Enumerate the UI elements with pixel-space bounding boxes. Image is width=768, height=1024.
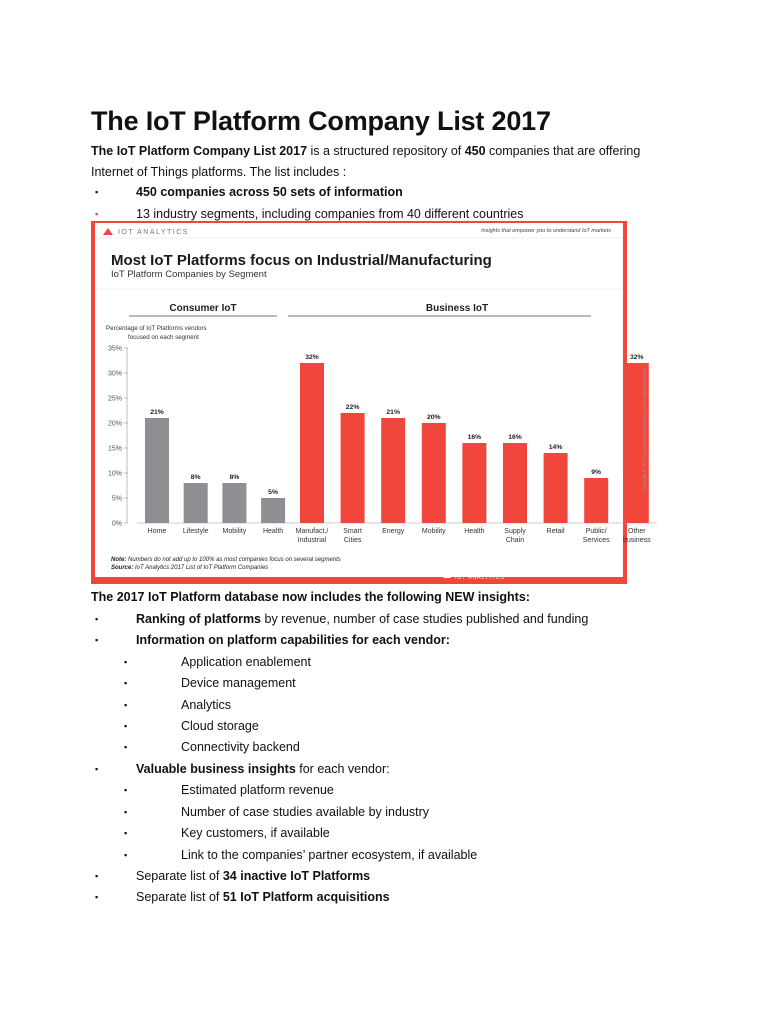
bullet-icon: ▪ [124, 828, 128, 838]
x-category-label: Home [147, 528, 167, 535]
x-category-label: Manufact./ [295, 528, 329, 535]
intro-text-1: is a structured repository of [307, 144, 465, 158]
bar [184, 483, 208, 523]
footer-logo-text: IOT ANALYTICS [455, 575, 505, 581]
y-tick-label: 20% [107, 420, 122, 428]
x-category-label: Mobility [222, 528, 247, 535]
bar [222, 483, 246, 523]
y-axis-label: Percentage of IoT Platforms vendors [106, 325, 207, 332]
chart-note [111, 557, 341, 563]
bar-value-label: 20% [426, 414, 441, 421]
page-title: The IoT Platform Company List 2017 [91, 106, 551, 136]
logo-text: IOT ANALYTICS [118, 229, 189, 236]
bar-value-label: 8% [190, 474, 201, 481]
insights-heading: The 2017 IoT Platform database now includes the following NEW insights: [91, 590, 530, 604]
x-category-label: Industrial [297, 537, 327, 544]
capability-text: Analytics [181, 698, 232, 712]
bar [341, 413, 365, 523]
x-category-label: Lifestyle [182, 528, 209, 535]
bar-value-label: 32% [629, 354, 644, 361]
ranking-bold: Ranking of platforms [136, 612, 262, 626]
chart-source [111, 565, 268, 571]
note-label: Note: [111, 557, 127, 563]
acq-bold: 51 IoT Platform acquisitions [222, 890, 390, 904]
bullet-icon: ▪ [95, 764, 99, 774]
source-text: IoT Analytics 2017 List of IoT Platform Companies [133, 565, 269, 571]
bar-value-label: 32% [305, 354, 319, 361]
capability-text: Device management [181, 676, 296, 690]
source-label: Source: [111, 565, 134, 571]
bullet-icon: ▪ [95, 187, 99, 197]
bar [462, 443, 486, 523]
y-tick-label: 25% [107, 395, 122, 403]
bullet-icon: ▪ [124, 850, 128, 860]
bullet-icon: ▪ [124, 742, 128, 752]
intro-line-1 [91, 141, 640, 162]
top-bullet-text: 450 companies across 50 sets of information [136, 185, 403, 199]
bar-value-label: 14% [548, 444, 563, 451]
bar-value-label: 22% [345, 404, 360, 411]
capability-text: Connectivity backend [181, 740, 300, 754]
x-category-label: Health [464, 528, 485, 535]
x-category-label: Public/ [585, 528, 607, 535]
y-tick-label: 10% [107, 470, 122, 478]
acq-pre: Separate list of [136, 890, 223, 904]
insight-text [136, 761, 390, 777]
chart-subtitle: IoT Platform Companies by Segment [111, 269, 267, 280]
bar-value-label: 8% [229, 474, 240, 481]
inactive-pre: Separate list of [136, 869, 223, 883]
bullet-icon: ▪ [124, 785, 128, 795]
group-title: Consumer IoT [169, 303, 237, 314]
bar [544, 453, 568, 523]
business-bold: Valuable business insights [136, 762, 296, 776]
capability-text: Cloud storage [181, 719, 259, 733]
bar [381, 418, 405, 523]
intro-paragraph [91, 141, 640, 183]
x-category-label: Energy [382, 528, 405, 535]
bar [300, 363, 324, 523]
bullet-icon: ▪ [95, 209, 99, 219]
group-title: Business IoT [425, 303, 489, 314]
x-category-label: Chain [505, 537, 525, 544]
bar [422, 423, 446, 523]
x-category-label: Smart [343, 528, 362, 535]
bar-value-label: 16% [467, 434, 482, 441]
bar-value-label: 21% [150, 409, 164, 416]
business-text: Number of case studies available by industry [181, 805, 430, 819]
y-tick-label: 5% [111, 495, 122, 503]
bar-value-label: 21% [386, 409, 401, 416]
y-tick-label: 0% [111, 520, 122, 528]
segment-bar-chart [91, 221, 651, 584]
chart-title: Most IoT Platforms focus on Industrial/Manufacturing [111, 252, 492, 269]
bar [261, 498, 285, 523]
chart-tagline: Insights that empower you to understand IoT markets [481, 228, 611, 234]
bar [503, 443, 527, 523]
bar-value-label: 9% [591, 469, 602, 476]
bullet-icon: ▪ [95, 892, 99, 902]
business-rest: for each vendor: [295, 762, 390, 776]
ranking-rest: by revenue, number of case studies published and funding [261, 612, 589, 626]
x-category-label: Cities [343, 537, 362, 544]
x-category-label: Supply [504, 528, 526, 535]
y-axis-label-line2: focused on each segment [128, 334, 199, 341]
intro-name: The IoT Platform Company List 2017 [91, 144, 308, 158]
bar-value-label: 16% [508, 434, 522, 441]
x-category-label: business [622, 537, 651, 544]
capability-text: Application enablement [181, 655, 311, 669]
bar [584, 478, 608, 523]
chart-copyright: Copyright © 2017 by www.iot-analytics.com All rights reserved [642, 369, 647, 493]
business-text: Link to the companies’ partner ecosystem, if available [181, 848, 478, 862]
x-category-label: Retail [546, 528, 565, 535]
bar-value-label: 5% [268, 489, 279, 496]
business-text: Key customers, if available [181, 826, 330, 840]
top-bullet-text: 13 industry segments, including companies from 40 different countries [136, 207, 524, 221]
insight-text [136, 889, 390, 905]
bullet-icon: ▪ [95, 635, 99, 645]
x-category-label: Services [582, 537, 610, 544]
bullet-icon: ▪ [95, 871, 99, 881]
intro-line-2: Internet of Things platforms. The list includes : [91, 165, 347, 179]
y-tick-label: 15% [107, 445, 122, 453]
x-category-label: Mobility [421, 528, 446, 535]
capabilities-label: Information on platform capabilities for each vendor: [136, 633, 450, 647]
insight-text [136, 611, 588, 627]
bullet-icon: ▪ [124, 700, 128, 710]
bullet-icon: ▪ [95, 614, 99, 624]
insight-text [136, 868, 370, 884]
bullet-icon: ▪ [124, 807, 128, 817]
bullet-icon: ▪ [124, 678, 128, 688]
intro-text-2: companies that are offering [485, 144, 641, 158]
inactive-bold: 34 inactive IoT Platforms [222, 869, 371, 883]
bullet-icon: ▪ [124, 721, 128, 731]
business-text: Estimated platform revenue [181, 783, 334, 797]
y-tick-label: 35% [107, 345, 122, 353]
x-category-label: Health [262, 528, 284, 535]
intro-count: 450 [464, 144, 486, 158]
bar [145, 418, 169, 523]
bullet-icon: ▪ [124, 657, 128, 667]
y-tick-label: 30% [107, 370, 122, 378]
x-category-label: Other [628, 528, 646, 535]
note-text: Numbers do not add up to 100% as most companies focus on several segments [126, 557, 341, 563]
